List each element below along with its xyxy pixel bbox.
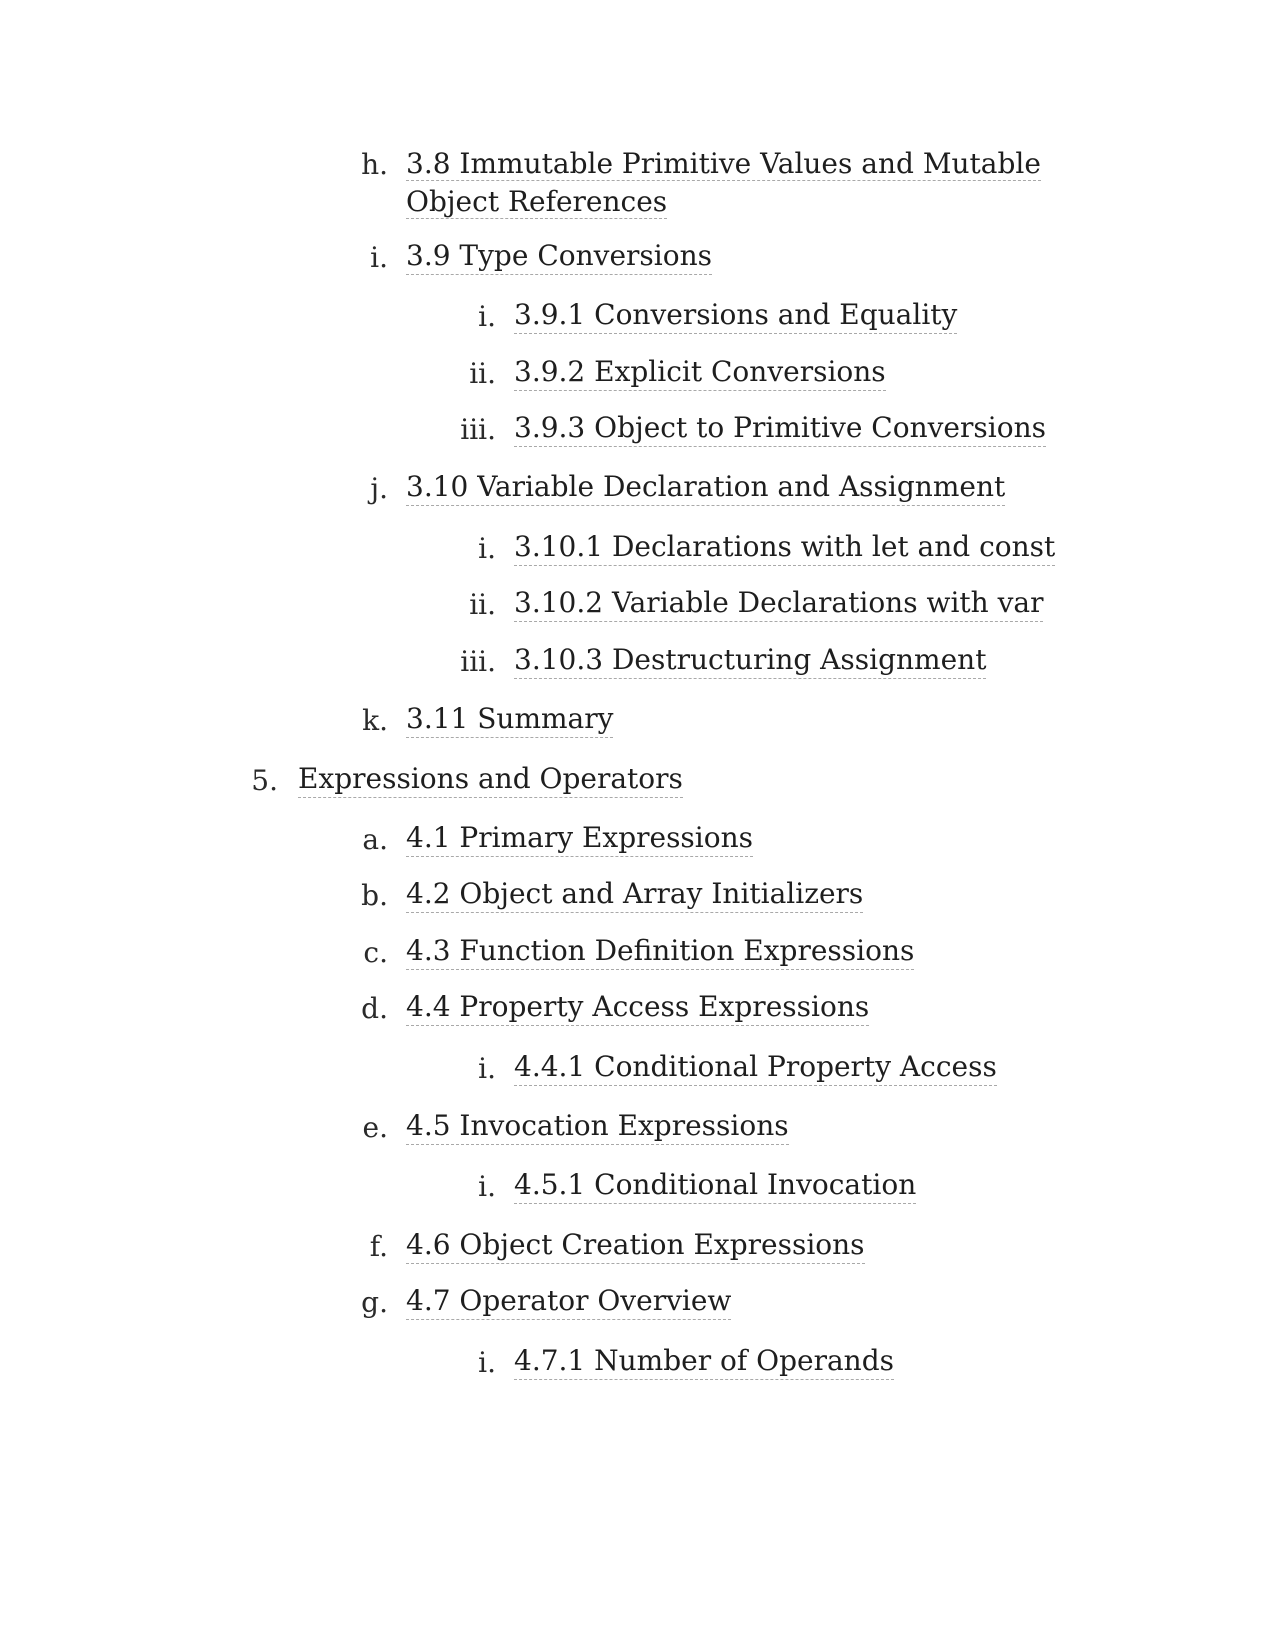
toc-link-chapter-5[interactable]: Expressions and Operators <box>298 761 683 798</box>
toc-marker: d. <box>361 992 388 1025</box>
toc-marker: j. <box>370 472 388 505</box>
toc-marker: ii. <box>469 588 496 621</box>
toc-link-3-10[interactable]: 3.10 Variable Declaration and Assignment <box>406 469 1005 506</box>
toc-item-3-10-3 <box>0 642 1275 690</box>
toc-marker: iii. <box>460 413 496 446</box>
toc-item-3-8 <box>0 145 1275 218</box>
toc-item-4-6 <box>0 1227 1275 1275</box>
toc-marker: i. <box>370 241 388 274</box>
toc-item-4-4 <box>0 989 1275 1037</box>
toc-link-4-5-1[interactable]: 4.5.1 Conditional Invocation <box>514 1167 916 1204</box>
toc-entry-wrap <box>406 145 1046 221</box>
toc-link-4-4-1[interactable]: 4.4.1 Conditional Property Access <box>514 1049 997 1086</box>
toc-marker: i. <box>478 300 496 333</box>
toc-item-3-10 <box>0 469 1275 517</box>
toc-link-4-4[interactable]: 4.4 Property Access Expressions <box>406 989 869 1026</box>
toc-item-4-2 <box>0 876 1275 924</box>
toc-marker: a. <box>362 823 388 856</box>
toc-link-3-11[interactable]: 3.11 Summary <box>406 701 613 738</box>
toc-item-4-5 <box>0 1108 1275 1156</box>
toc-item-chapter-5 <box>0 761 1275 809</box>
toc-marker: f. <box>369 1230 388 1263</box>
toc-item-4-1 <box>0 820 1275 868</box>
toc-item-3-9-2 <box>0 354 1275 402</box>
toc-link-4-1[interactable]: 4.1 Primary Expressions <box>406 820 753 857</box>
toc-link-3-10-3[interactable]: 3.10.3 Destructuring Assignment <box>514 642 986 679</box>
toc-link-4-5[interactable]: 4.5 Invocation Expressions <box>406 1108 789 1145</box>
toc-item-3-10-1 <box>0 529 1275 577</box>
toc-marker: i. <box>478 1170 496 1203</box>
toc-item-3-10-2 <box>0 585 1275 633</box>
toc-item-3-9 <box>0 238 1275 286</box>
toc-link-4-2[interactable]: 4.2 Object and Array Initializers <box>406 876 863 913</box>
toc-link-3-9-1[interactable]: 3.9.1 Conversions and Equality <box>514 297 957 334</box>
toc-link-4-7[interactable]: 4.7 Operator Overview <box>406 1283 731 1320</box>
toc-link-4-7-1[interactable]: 4.7.1 Number of Operands <box>514 1343 894 1380</box>
toc-item-4-5-1 <box>0 1167 1275 1215</box>
toc-link-3-9[interactable]: 3.9 Type Conversions <box>406 238 712 275</box>
toc-marker: c. <box>363 936 388 969</box>
toc-marker: ii. <box>469 357 496 390</box>
toc-marker: g. <box>361 1286 388 1319</box>
toc-marker: i. <box>478 532 496 565</box>
toc-marker: h. <box>361 148 388 181</box>
toc-marker: e. <box>362 1111 388 1144</box>
toc-link-3-9-2[interactable]: 3.9.2 Explicit Conversions <box>514 354 886 391</box>
toc-marker: i. <box>478 1346 496 1379</box>
toc-link-3-8[interactable]: 3.8 Immutable Primitive Values and Mutable Object References <box>406 147 1041 218</box>
toc-link-3-10-2[interactable]: 3.10.2 Variable Declarations with var <box>514 585 1043 622</box>
toc-item-3-9-3 <box>0 410 1275 458</box>
toc-link-3-9-3[interactable]: 3.9.3 Object to Primitive Conversions <box>514 410 1046 447</box>
toc-link-3-10-1[interactable]: 3.10.1 Declarations with let and const <box>514 529 1055 566</box>
toc-link-4-6[interactable]: 4.6 Object Creation Expressions <box>406 1227 865 1264</box>
toc-link-4-3[interactable]: 4.3 Function Definition Expressions <box>406 933 914 970</box>
toc-item-4-4-1 <box>0 1049 1275 1097</box>
toc-marker: i. <box>478 1052 496 1085</box>
toc-marker: k. <box>362 704 388 737</box>
toc-marker: iii. <box>460 645 496 678</box>
toc-marker: 5. <box>251 764 278 797</box>
toc-item-3-11 <box>0 701 1275 749</box>
toc-item-3-9-1 <box>0 297 1275 345</box>
toc-item-4-7 <box>0 1283 1275 1331</box>
toc-item-4-7-1 <box>0 1343 1275 1391</box>
toc-item-4-3 <box>0 933 1275 981</box>
toc-marker: b. <box>361 879 388 912</box>
